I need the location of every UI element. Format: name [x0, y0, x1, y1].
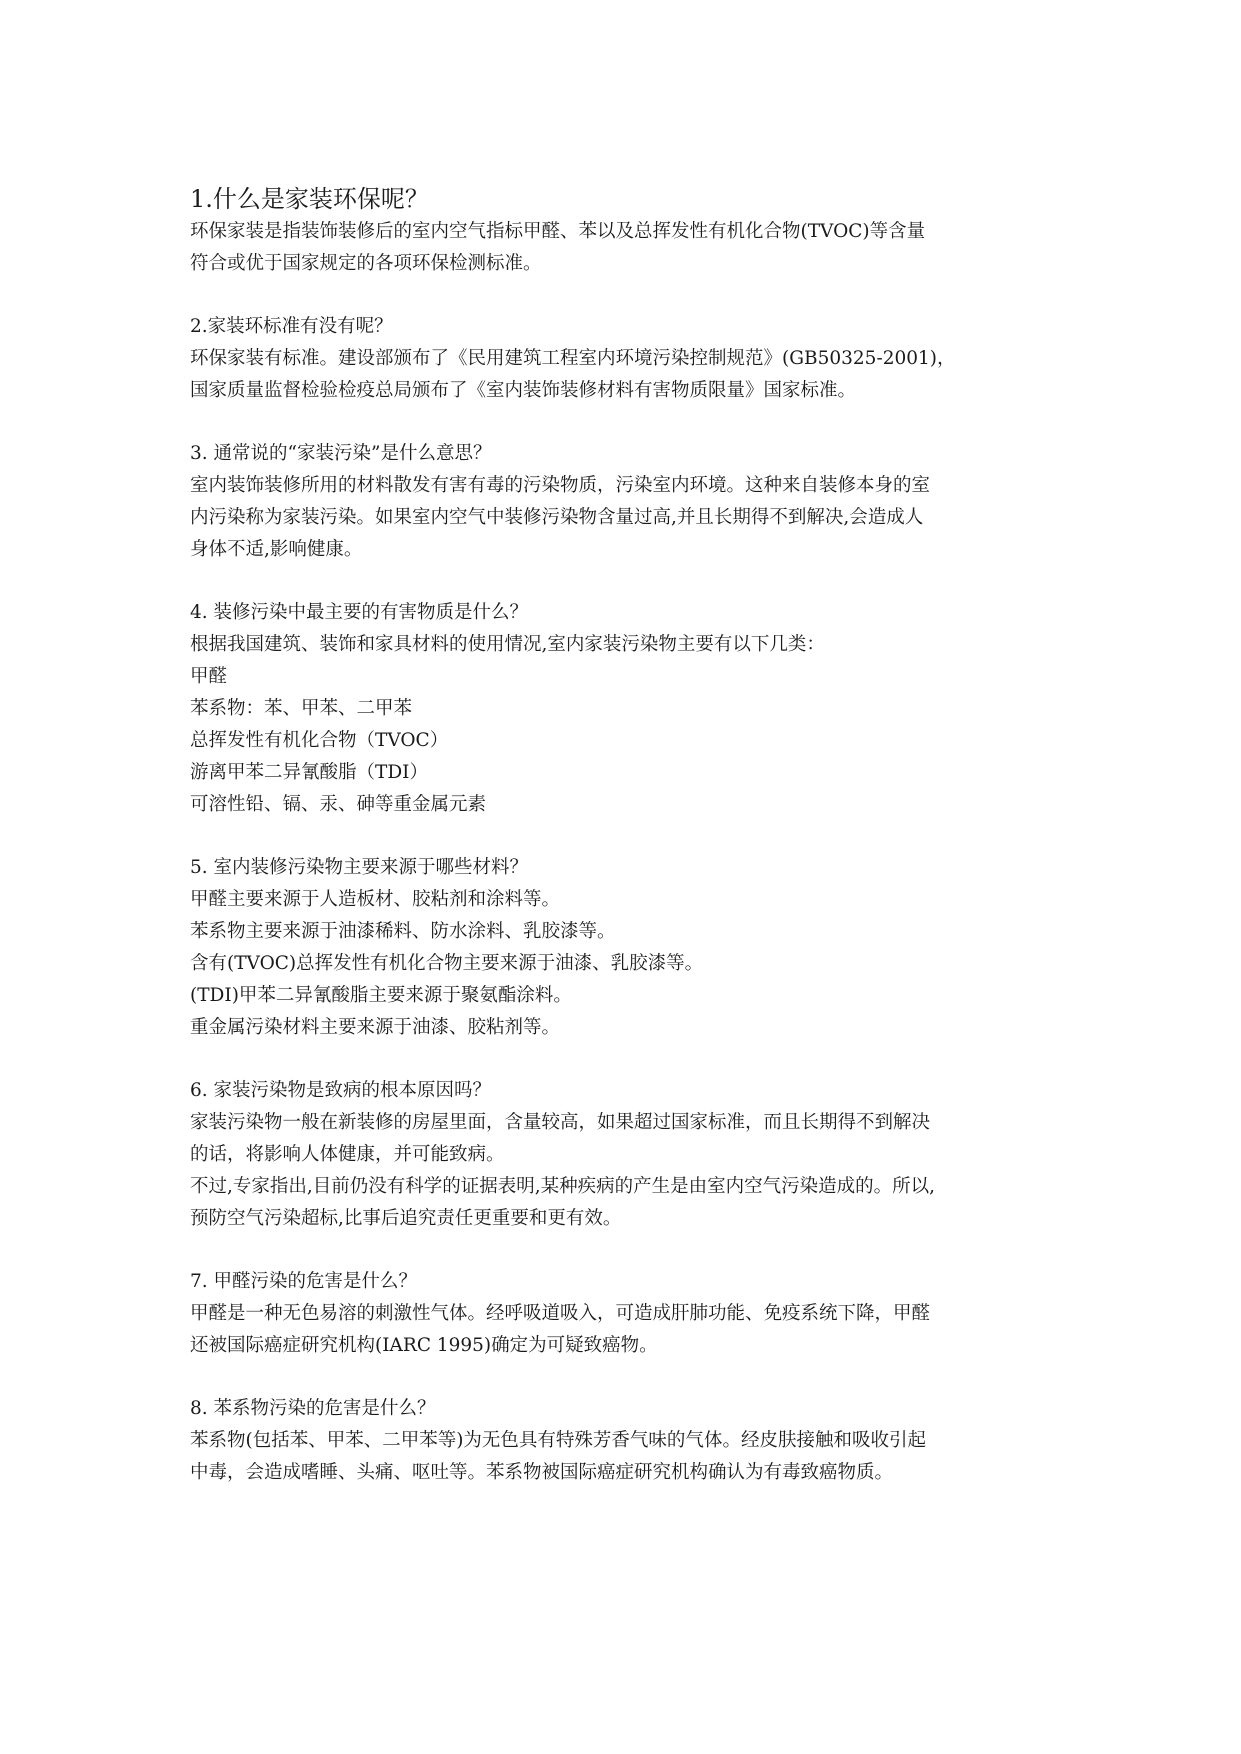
- section-heading: 7. 甲醛污染的危害是什么？: [190, 1271, 418, 1292]
- section-heading: 2.家装环标准有没有呢？: [190, 316, 393, 337]
- paragraph-line: 环保家装有标准。建设部颁布了《民用建筑工程室内环境污染控制规范》(GB50325-2001)，: [190, 348, 956, 369]
- section-heading: 4. 装修污染中最主要的有害物质是什么？: [190, 602, 529, 623]
- paragraph-line: 甲醛是一种无色易溶的刺激性气体。经呼吸道吸入，可造成肝肺功能、免疫系统下降，甲醛: [190, 1303, 931, 1324]
- paragraph-line: (TDI)甲苯二异氰酸脂主要来源于聚氨酯涂料。: [190, 985, 572, 1006]
- paragraph-line: 环保家装是指装饰装修后的室内空气指标甲醛、苯以及总挥发性有机化合物(TVOC)等含量: [190, 221, 926, 242]
- paragraph-line: 含有(TVOC)总挥发性有机化合物主要来源于油漆、乳胶漆等。: [190, 953, 704, 974]
- section-heading: 3. 通常说的“家装污染”是什么意思？: [190, 443, 492, 464]
- paragraph-line: 国家质量监督检验检疫总局颁布了《室内装饰装修材料有害物质限量》国家标准。: [190, 380, 857, 401]
- list-item: 总挥发性有机化合物（TVOC）: [190, 730, 449, 751]
- paragraph-line: 重金属污染材料主要来源于油漆、胶粘剂等。: [190, 1017, 561, 1038]
- section-3: [190, 438, 1070, 566]
- document-body: [190, 182, 1070, 1520]
- section-heading: 1.什么是家装环保呢？: [190, 185, 429, 213]
- section-8: [190, 1393, 1070, 1489]
- paragraph-line: 还被国际癌症研究机构(IARC 1995)确定为可疑致癌物。: [190, 1335, 658, 1356]
- paragraph-line: 苯系物(包括苯、甲苯、二甲苯等)为无色具有特殊芳香气味的气体。经皮肤接触和吸收引起: [190, 1430, 926, 1451]
- list-item: 甲醛: [190, 666, 228, 687]
- section-heading: 6. 家装污染物是致病的根本原因吗？: [190, 1080, 492, 1101]
- paragraph-line: 甲醛主要来源于人造板材、胶粘剂和涂料等。: [190, 889, 561, 910]
- list-item: 苯系物：苯、甲苯、二甲苯: [190, 698, 413, 719]
- paragraph-line: 符合或优于国家规定的各项环保检测标准。: [190, 253, 542, 274]
- paragraph-line: 内污染称为家装污染。如果室内空气中装修污染物含量过高,并且长期得不到解决,会造成人: [190, 507, 924, 528]
- paragraph-line: 苯系物主要来源于油漆稀料、防水涂料、乳胶漆等。: [190, 921, 616, 942]
- paragraph-line: 不过,专家指出,目前仍没有科学的证据表明,某种疾病的产生是由室内空气污染造成的。所以,: [190, 1176, 936, 1197]
- section-heading: 8. 苯系物污染的危害是什么？: [190, 1398, 436, 1419]
- paragraph-line: 预防空气污染超标,比事后追究责任更重要和更有效。: [190, 1208, 622, 1229]
- section-heading: 5. 室内装修污染物主要来源于哪些材料？: [190, 857, 529, 878]
- section-7: [190, 1266, 1070, 1362]
- paragraph-line: 室内装饰装修所用的材料散发有害有毒的污染物质，污染室内环境。这种来自装修本身的室: [190, 475, 931, 496]
- section-5: [190, 852, 1070, 1044]
- list-item: 可溶性铅、镉、汞、砷等重金属元素: [190, 794, 487, 815]
- paragraph-line: 家装污染物一般在新装修的房屋里面，含量较高，如果超过国家标准，而且长期得不到解决: [190, 1112, 931, 1133]
- paragraph-line: 根据我国建筑、装饰和家具材料的使用情况,室内家装污染物主要有以下几类：: [190, 634, 825, 655]
- paragraph-line: 身体不适,影响健康。: [190, 539, 363, 560]
- section-6: [190, 1075, 1070, 1235]
- paragraph-line: 的话，将影响人体健康，并可能致病。: [190, 1144, 505, 1165]
- paragraph-line: 中毒，会造成嗜睡、头痛、呕吐等。苯系物被国际癌症研究机构确认为有毒致癌物质。: [190, 1462, 894, 1483]
- list-item: 游离甲苯二异氰酸脂（TDI）: [190, 762, 428, 783]
- section-1: [190, 182, 1070, 280]
- section-2: [190, 311, 1070, 407]
- section-4: [190, 597, 1070, 821]
